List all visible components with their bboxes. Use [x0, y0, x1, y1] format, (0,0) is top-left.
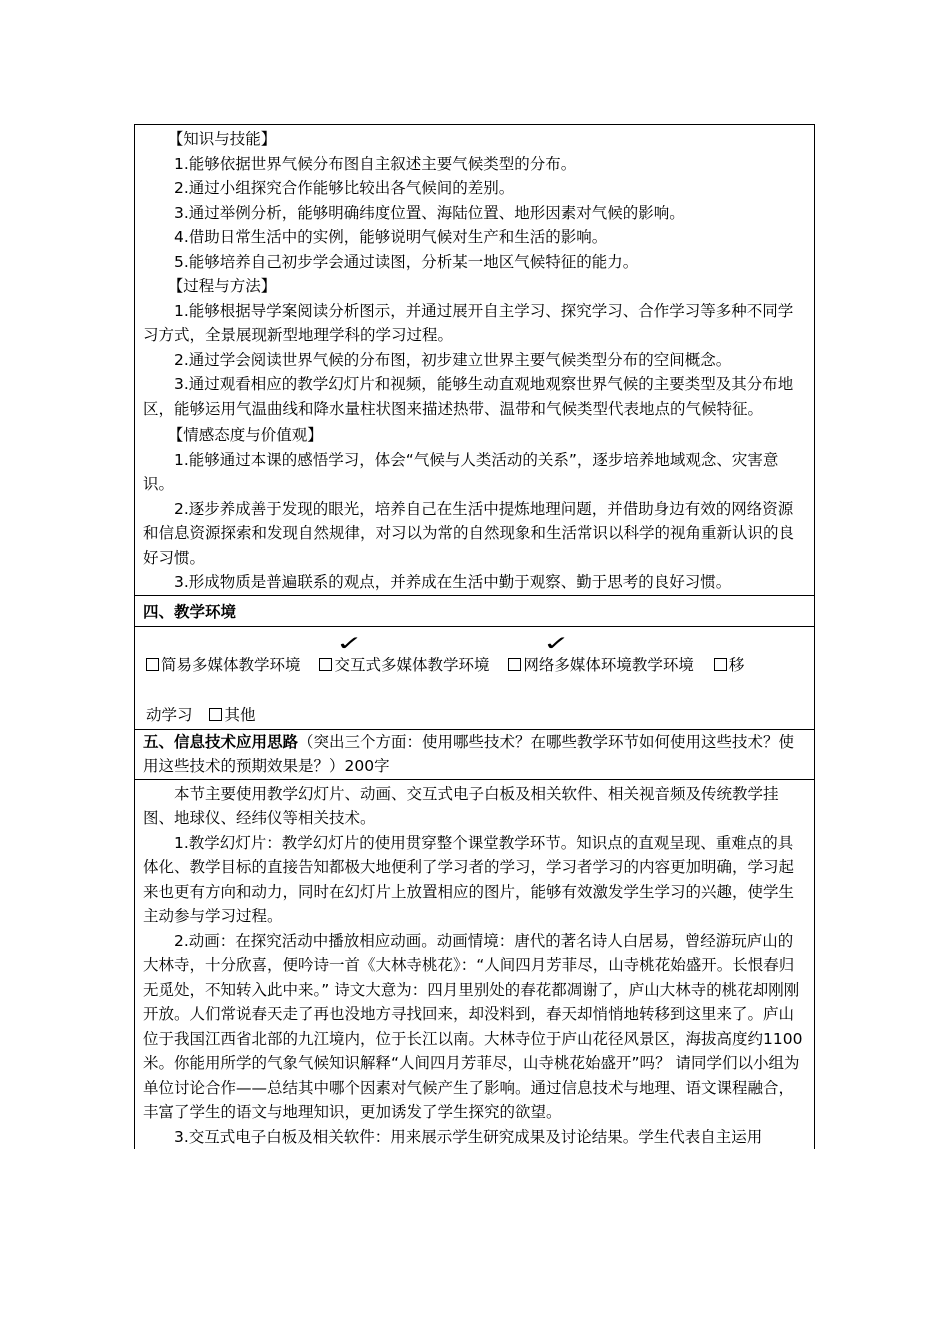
process-item: 2.通过学会阅读世界气候的分布图，初步建立世界主要气候类型分布的空间概念。 [174, 350, 732, 369]
tech-paragraph: 3.交互式电子白板及相关软件：用来展示学生研究成果及讨论结果。学生代表自主运用 [174, 1127, 763, 1146]
option-label: 移 [728, 655, 745, 674]
environment-options-line [146, 677, 806, 729]
knowledge-item: 3.通过举例分析，能够明确纬度位置、海陆位置、地形因素对气候的影响。 [174, 203, 685, 222]
tech-heading-row [135, 729, 815, 779]
environment-options-line [146, 627, 806, 677]
checkbox[interactable] [209, 708, 222, 721]
checkbox[interactable] [319, 658, 332, 671]
environment-heading: 四、教学环境 [143, 602, 237, 621]
environment-heading-row [135, 595, 815, 626]
option-mobile-learning[interactable] [714, 653, 745, 677]
option-label: 网络多媒体环境教学环境 [523, 655, 694, 674]
environment-options-cell [135, 626, 815, 729]
option-network-multimedia[interactable] [508, 630, 694, 677]
environment-heading-cell [135, 595, 815, 626]
check-mark-icon: ✓ [336, 630, 364, 655]
environment-options-row [135, 626, 815, 729]
objectives-cell [135, 125, 815, 596]
option-interactive-multimedia[interactable] [319, 630, 490, 677]
option-label: 动学习 [146, 705, 193, 724]
process-item: 3.通过观看相应的教学幻灯片和视频，能够生动直观地观察世界气候的主要类型及其分布地区，能够运用气温曲线和降水量柱状图来描述热带、温带和气候类型代表地点的气候特征。 [143, 375, 794, 418]
option-simple-multimedia[interactable] [146, 653, 301, 677]
tech-heading-note: （突出三个方面：使用哪些技术？在哪些教学环节如何使用这些技术？使用这些技术的预期效果是？）200字 [143, 732, 795, 775]
tech-heading-cell [135, 729, 815, 779]
knowledge-title: 【知识与技能】 [167, 130, 277, 148]
knowledge-item: 2.通过小组探究合作能够比较出各气候间的差别。 [174, 179, 515, 197]
tech-heading-line [143, 730, 806, 779]
tech-content-cell [135, 779, 815, 1149]
option-label: 简易多媒体教学环境 [161, 655, 301, 674]
lesson-plan-table [134, 124, 815, 1149]
emotion-title: 【情感态度与价值观】 [167, 426, 323, 444]
knowledge-item: 5.能够培养自己初步学会通过读图，分析某一地区气候特征的能力。 [174, 252, 639, 271]
objectives-row [135, 125, 815, 596]
option-other[interactable] [209, 703, 255, 727]
option-label: 其他 [224, 705, 256, 724]
process-title: 【过程与方法】 [167, 277, 277, 295]
emotion-item: 3.形成物质是普遍联系的观点，并养成在生活中勤于观察、勤于思考的良好习惯。 [174, 573, 732, 591]
option-label: 交互式多媒体教学环境 [334, 655, 490, 674]
check-mark-icon: ✓ [543, 630, 571, 655]
checkbox[interactable] [508, 658, 521, 671]
knowledge-item: 1.能够依据世界气候分布图自主叙述主要气候类型的分布。 [174, 154, 577, 173]
tech-content-row [135, 779, 815, 1149]
tech-paragraph: 1.教学幻灯片：教学幻灯片的使用贯穿整个课堂教学环节。知识点的直观呈现、重难点的具体化、教学目标的直接告知都极大地便利了学习者的学习，学习者学习的内容更加明确，学习起来也更有方向和动力，同时在幻灯片上放置相应的图片，能够有效激发学生学习的兴趣，使学生主动参与学习过程。 [143, 833, 795, 925]
tech-paragraph: 2.动画：在探究活动中播放相应动画。动画情境：唐代的著名诗人白居易，曾经游玩庐山的大林寺，十分欣喜，便吟诗一首《大林寺桃花》：“人间四月芳菲尽，山寺桃花始盛开。长恨春归无觅处，不知转入此中来。” 诗文大意为：四月里别处的春花都凋谢了，庐山大林寺的桃花却刚刚开放。人们常说春天走了再也没地方寻找回来，却没料到，春天却悄悄地转移到这里来了。庐山位于我国江西省北部的九江境内，位于长江以南。大林寺位于庐山花径风景区，海拔高度约1100米。你能用所学的气象气候知识解释“人间四月芳菲尽，山寺桃花始盛开”吗？ 请同学们以小组为单位讨论合作——总结其中哪个因素对气候产生了影响。通过信息技术与地理、语文课程融合，丰富了学生的语文与地理知识，更加诱发了学生探究的欲望。 [143, 931, 803, 1121]
process-item: 1.能够根据导学案阅读分析图示，并通过展开自主学习、探究学习、合作学习等多种不同学习方式，全景展现新型地理学科的学习过程。 [143, 301, 794, 344]
tech-heading: 五、信息技术应用思路 [143, 732, 299, 751]
emotion-item: 2.逐步养成善于发现的眼光，培养自己在生活中提炼地理问题，并借助身边有效的网络资源和信息资源探索和发现自然规律，对习以为常的自然现象和生活常识以科学的视角重新认识的良好习惯。 [143, 499, 795, 567]
checkbox[interactable] [146, 658, 159, 671]
knowledge-item: 4.借助日常生活中的实例，能够说明气候对生产和生活的影响。 [174, 228, 608, 246]
emotion-item: 1.能够通过本课的感悟学习，体会“气候与人类活动的关系”，逐步培养地域观念、灾害意识。 [143, 450, 779, 493]
checkbox[interactable] [714, 658, 727, 671]
tech-paragraph: 本节主要使用教学幻灯片、动画、交互式电子白板及相关软件、相关视音频及传统教学挂图、地球仪、经纬仪等相关技术。 [143, 784, 779, 827]
